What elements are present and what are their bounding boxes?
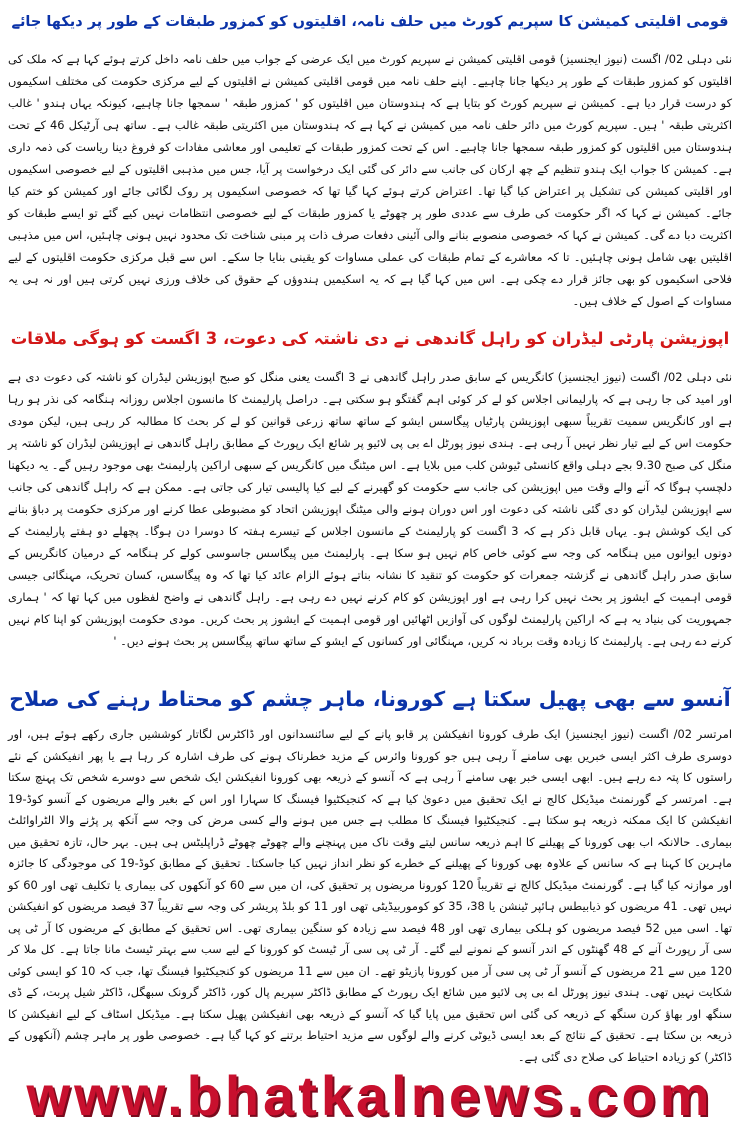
- article-rahul-gandhi-breakfast: [8, 322, 732, 652]
- article-body: نئی دہلی 02/ اگست (نیوز ایجنسیز) قومی اقلیتی کمیشن نے سپریم کورٹ میں ایک عرضی کے جواب میں حلف نامہ داخل کرتے ہوئے کہا ہے کہ ملک کی اقلیتوں کو کمزور طبقات کے طور پر دیکھا جانا چاہیے۔ اپنے حلف نامہ میں قومی اقلیتی کمیشن نے اقلیتوں کے لیے مرکزی حکومت کی مختلف اسکیموں کو درست قرار دیا ہے۔ کمیشن نے سپریم کورٹ کو بتایا ہے کہ ہندوستان میں اقلیتوں کو ' کمزور طبقہ ' سمجھا جانا چاہیے، کیونکہ یہاں ہندو ' غالب اکثریتی طبقہ ' ہیں۔ سپریم کورٹ میں دائر حلف نامہ میں کمیشن نے کہا ہے کہ ہندوستان میں اکثریتی طبقہ غالب ہے۔ ساتھ ہی آرٹیکل 46 کے تحت ہندوستان میں اقلیتوں کو کمزور طبقہ سمجھا جانا چاہیے۔ اس کے تحت کمزور طبقات کے تعلیمی اور معاشی مفادات کو فروغ دینا ریاست کی ذمہ داری ہے۔ کمیشن کا جواب ایک ہندو تنظیم کے چھ ارکان کی جانب سے دائر کی گئی ایک درخواست پر آیا، جس میں مذہبی اقلیتوں کے لیے خصوصی اسکیموں اور اقلیتی کمیشن کی تشکیل پر اعتراض کیا گیا تھا۔ اعتراض کرتے ہوئے کہا گیا تھا کہ خصوصی اسکیموں پر روک لگائی جائے اور کمیشن کو ختم کیا جائے۔ کمیشن نے کہا کہ اگر حکومت کی طرف سے عددی طور پر چھوٹے یا کمزور طبقات کے لیے خصوصی انتظامات نہیں کیے گئے تو ایسے طبقات کو اکثریت دبا دے گی۔ کمیشن نے کہا کہ خصوصی منصوبے بنانے والی آئینی دفعات صرف ذات پر مبنی شناخت تک محدود نہیں ہونی چاہئیں، اس میں مذہبی اقلیتیں بھی شامل ہونی چاہئیں۔ تا کہ معاشرے کے تمام طبقات کی عملی مساوات کو یقینی بنایا جا سکے۔ اس سے قبل مرکزی حکومت اقلیتوں کے لیے فلاحی اسکیموں کو بھی جائز قرار دے چکی ہے۔ اس میں کہا گیا ہے کہ یہ اسکیمیں ہندوؤں کے حقوق کی خلاف ورزی نہیں کرتی ہیں اور نہ ہی یہ مساوات کے اصول کے خلاف ہیں۔: [8, 52, 733, 308]
- article-body: امرتسر 02/ اگست (نیوز ایجنسیز) ایک طرف کورونا انفیکشن پر قابو پانے کے لیے سائنسدانوں اور ڈاکٹرس لگاتار کوششیں جاری رکھے ہوئے ہیں، اور دوسری طرف اکثر ایسی خبریں بھی سامنے آ رہی ہیں جو کورونا وائرس کے مزید خطرناک ہونے کی طرف اشارہ کر رہا ہے یا پھر انفیکشن کے نئے راستوں کا پتہ دے رہے ہیں۔ ابھی ایسی خبر بھی سامنے آ رہی ہے کہ آنسو کے ذریعہ بھی کورونا انفیکشن ایک شخص سے دوسرے شخص تک پہنچ سکتا ہے۔ امرتسر کے گورنمنٹ میڈیکل کالج نے ایک تحقیق میں دعویٰ کیا ہے کہ کنجیکٹیوا فیسنگ کا سہارا اور اس کے بغیر والے مریضوں کے آنسو کوڈ-19 انفیکشن کا ایک ممکنہ ذریعہ ہو سکتا ہے۔ کنجیکٹیوا فیسنگ کا مطلب ہے جس میں ہونے والے کسی مرض کی وجہ سے آنکھ پر پڑنے والا الٹراوائلٹ بیماری۔ حالانکہ اب بھی کورونا کے پھیلنے کا اہم ذریعہ سانس لیتے وقت ناک میں پہنچنے والے چھوٹے چھوٹے ڈراپلیٹس ہی ہیں۔ بہر حال، تازہ تحقیق میں ماہرین کا کہنا ہے کہ سانس کے علاوہ بھی کورونا کے پھیلنے کے خطرے کو نظر انداز نہیں کیا جاسکتا۔ تحقیق کے مطابق کوڈ-19 کی موجودگی کا جائزہ اور موازنہ کیا گیا ہے۔ گورنمنٹ میڈیکل کالج نے تقریباً 120 کورونا مریضوں پر تحقیق کی، ان میں سے 60 کو آنکھوں کی بیماری یا تکلیف تھی اور 60 کو نہیں تھی۔ 41 مریضوں کو ذیابیطس ہائپر ٹینشن یا 38، 35 کو کوموربیڈیٹی تھی اور 11 کو بلڈ پریشر کی وجہ سے تقریباً 37 فیصد مریضوں کو انفیکشن تھا۔ اسی میں 52 فیصد مریضوں کو ہلکی بیماری تھی اور 48 فیصد سے زیادہ کو سنگین بیماری تھی۔ اس تحقیق کے مطابق کے مریضوں کا آر ٹی پی سی آر رپورٹ آنے کے 48 گھنٹوں کے اندر آنسو کے نمونے لیے گئے۔ آر ٹی پی سی آر ٹیسٹ کو کورونا کے لیے سب سے بہتر ٹیسٹ مانا جاتا ہے۔ کل ملا کر 120 میں سے 21 مریضوں کے آنسو آر ٹی پی سی آر میں کورونا پازیٹو تھے۔ ان میں سے 11 مریضوں کو کنجیکٹیوا فیسنگ تھا، جب کہ 10 کو ایسی کوئی شکایت نہیں تھی۔ ہندی نیوز پورٹل اے بی پی لائیو میں شائع ایک رپورٹ کے مطابق ڈاکٹر سپریم پال کور، ڈاکٹر گرونک سبھگل، ڈاکٹر شیل پربت، کے ڈی سنگھ اور بھاؤ کرن سنگھ کے ذریعہ کی گئی اس تحقیق میں پایا گیا کہ آنسو کے ذریعہ بھی انفیکشن پھیل سکتا ہے۔ میڈیکل اسٹاف کے لیے انفیکشن کا ذریعہ بن سکتا ہے۔ تحقیق کے نتائج کے بعد ایسی ڈیوٹی کرنے والے لوگوں سے مزید احتیاط برتنے کو کہا گیا ہے۔ خصوصی طور پر ماہر چشم (آنکھوں کے ڈاکٹر) کو زیادہ احتیاط کی صلاح دی گئی ہے۔: [8, 727, 733, 1064]
- article-headline: اپوزیشن پارٹی لیڈران کو راہل گاندھی نے دی ناشتہ کی دعوت، 3 اگست کو ہوگی ملاقات: [10, 329, 730, 348]
- article-corona-tears: [8, 682, 732, 1068]
- article-headline: آنسو سے بھی پھیل سکتا ہے کورونا، ماہر چشم کو محتاط رہنے کی صلاح: [9, 687, 731, 711]
- article-headline: قومی اقلیتی کمیشن کا سپریم کورٹ میں حلف نامہ، اقلیتوں کو کمزور طبقات کے طور پر دیکھا جائے: [11, 14, 729, 30]
- article-body: نئی دہلی 02/ اگست (نیوز ایجنسیز) کانگریس کے سابق صدر راہل گاندھی نے 3 اگست یعنی منگل کو صبح اپوزیشن لیڈران کو ناشتہ کی دعوت دی ہے اور امید کی جا رہی ہے کہ پارلیمانی اجلاس کو لے کر کوئی اہم گفتگو ہو سکتی ہے۔ دراصل پارلیمنٹ کا مانسون اجلاس روزانہ ہنگامہ کی نذر ہو رہا ہے اور کانگریس سمیت تقریباً سبھی اپوزیشن پارٹیاں پیگاسس ایشو کے ساتھ ساتھ زرعی قوانین کو لے کر بحث کا مطالبہ کر رہی ہیں، لیکن مودی حکومت اس کے لیے تیار نظر نہیں آ رہی ہے۔ ہندی نیوز پورٹل اے بی پی لائیو پر شائع ایک رپورٹ کے مطابق راہل گاندھی نے اپوزیشن لیڈران کو ناشتہ پر منگل کی صبح 9.30 بجے دہلی واقع کانسٹی ٹیوشن کلب میں بلایا ہے۔ اس میٹنگ میں کانگریس کے سبھی اراکین پارلیمنٹ بھی موجود رہیں گے۔ یہ دیکھنا دلچسپ ہوگا کہ آنے والے وقت میں اپوزیشن کی جانب سے حکومت کو گھیرنے کے لیے کیا پالیسی تیار کی جاتی ہے۔ ممکن ہے کہ راہل گاندھی کی جانب سے اپوزیشن لیڈران کو دی گئی ناشتہ کی دعوت اور اس دوران ہونے والی میٹنگ اپوزیشن اتحاد کو مضبوطی عطا کرنے اور مرکزی حکومت پر دباؤ بنانے کی ایک کوشش ہو۔ یہاں قابل ذکر ہے کہ 3 اگست کو پارلیمنٹ کے مانسون اجلاس کے تیسرے ہفتہ کا دوسرا دن ہوگا۔ پچھلے دو ہفتے پارلیمنٹ کے دونوں ایوانوں میں ہنگامہ کی وجہ سے کوئی خاص کام نہیں ہو سکا ہے۔ پارلیمنٹ میں پیگاسس جاسوسی کولے کر ہنگامہ کے درمیان کانگریس کے سابق صدر راہل گاندھی نے گزشتہ جمعرات کو حکومت کو تنقید کا نشانہ بناتے ہوئے الزام عائد کیا تھا کہ وہ پیگاسس، کسان تحریک، مہنگائی جیسی قومی اہمیت کے ایشوز پر بحث نہیں کرا رہی ہے اور اپوزیشن کو کام کرنے نہیں دے رہی ہے۔ راہل گاندھی نے واضح لفظوں میں کہا تھا کہ ' ہماری جمہوریت کی بنیاد یہ ہے کہ اراکین پارلیمنٹ لوگوں کی آوازیں اٹھائیں اور قومی اہمیت کے ایشوز پر بحث کریں۔ مودی حکومت اپوزیشن کو اپنا کام نہیں کرنے دے رہی ہے۔ پارلیمنٹ کا زیادہ وقت برباد نہ کریں، مہنگائی اور کسانوں کے ایشو کے ساتھ ساتھ پیگاسس پر بحث ہونے دیں۔ ': [8, 370, 733, 648]
- website-banner: www.bhatkalnews.com: [26, 1064, 714, 1127]
- article-minority-commission: [8, 4, 732, 312]
